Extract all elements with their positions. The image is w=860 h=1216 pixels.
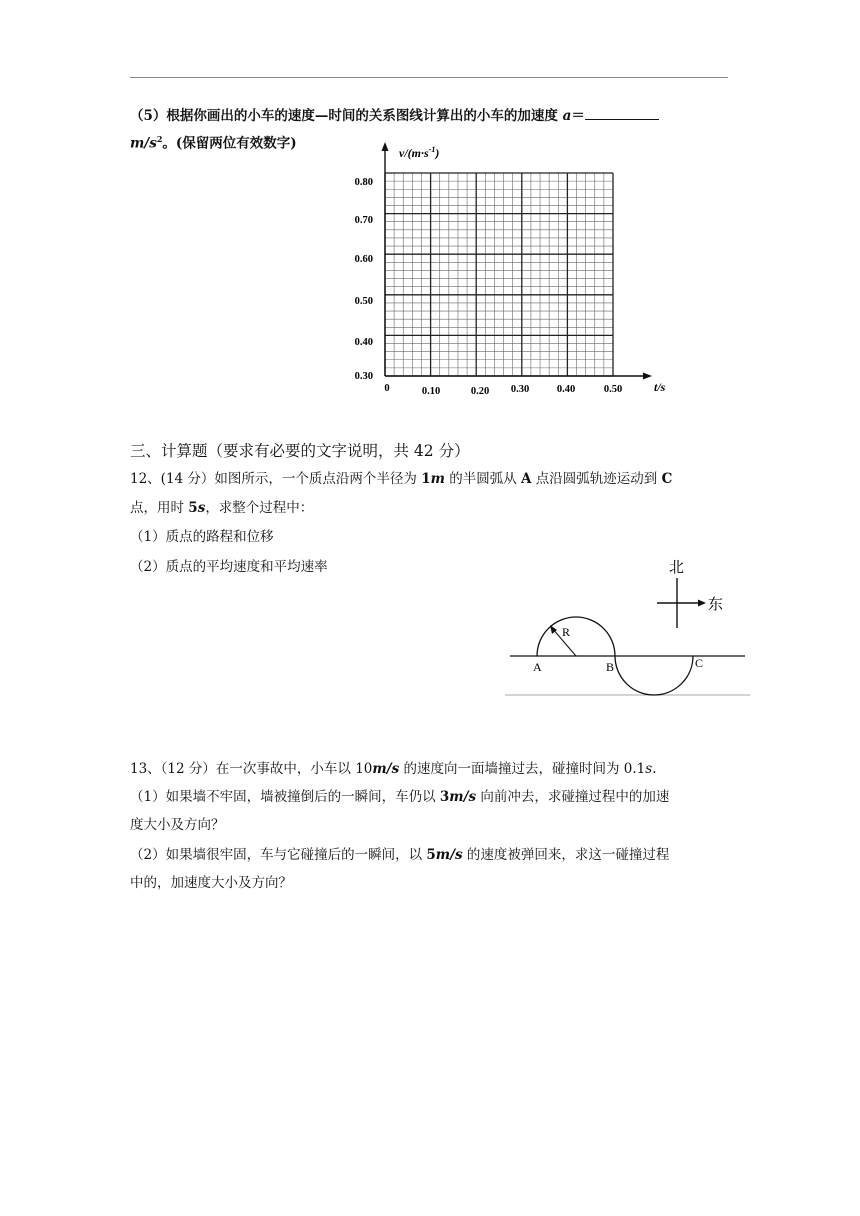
x-tick-label: 0.50 (603, 384, 623, 395)
x-tick-label: 0 (384, 383, 390, 394)
q13-sub2-line1: （2）如果墙很牢固，车与它碰撞后的一瞬间，以 5m/s 的速度被弹回来，求这一碰撞过程 (130, 847, 670, 863)
north-label: 北 (669, 560, 685, 576)
q13-sub2-line2: 中的，加速度大小及方向？ (130, 875, 292, 891)
point-c-label: C (695, 656, 704, 670)
accel-unit-exponent: 2 (156, 134, 163, 144)
lower-semicircle (615, 656, 693, 695)
answer-blank[interactable] (585, 107, 659, 120)
y-tick-labels (355, 177, 373, 382)
compass-east-arrow (698, 600, 706, 607)
radius-label: R (562, 625, 571, 639)
x-tick-label: 0.10 (421, 386, 441, 397)
y-axis-arrow (382, 142, 389, 151)
q13-line1: 13、（12 分）在一次事故中，小车以 10m/s 的速度向一面墙撞过去，碰撞时间为 0.1s. (130, 761, 657, 777)
q12-sub2: （2）质点的平均速度和平均速率 (130, 559, 328, 575)
y-tick-label: 0.60 (354, 254, 373, 265)
y-tick-label: 0.80 (354, 177, 373, 188)
point-b-label: B (606, 660, 615, 674)
y-tick-label: 0.40 (354, 337, 373, 348)
x-axis-label: t/s (654, 380, 666, 394)
x-tick-label: 0.40 (556, 384, 576, 395)
x-tick-label: 0.30 (510, 384, 530, 395)
q11-note: 。(保留两位有效数字) (162, 135, 297, 152)
y-tick-label: 0.30 (354, 371, 373, 382)
y-axis-label: $v/(m\cdot s^{-1})$ (399, 145, 440, 160)
accel-symbol: a (562, 108, 572, 124)
x-axis-arrow (643, 373, 652, 380)
upper-semicircle (537, 617, 615, 656)
vt-graph (330, 140, 675, 405)
q13-sub1-line1: （1）如果墙不牢固，墙被撞倒后的一瞬间，车仍以 3m/s 向前冲去，求碰撞过程中的加速 (130, 789, 670, 805)
x-tick-label: 0.20 (470, 386, 490, 397)
q12-line1: 12、(14 分）如图所示，一个质点沿两个半径为 1m 的半圆弧从 A 点沿圆弧轨迹运动到 C (130, 471, 673, 487)
q12-line2: 点，用时 5s，求整个过程中： (130, 500, 314, 516)
y-tick-label: 0.50 (354, 296, 373, 307)
q11-part5-line2 (130, 130, 297, 153)
q11-part5-line1 (130, 107, 659, 125)
q13-sub1-line2: 度大小及方向？ (130, 817, 225, 833)
grid-minor-lines (385, 173, 613, 376)
header-rule (130, 77, 728, 78)
accel-unit: m/s (130, 135, 157, 152)
semicircle-path-diagram (505, 550, 755, 700)
section3-title: 三、计算题（要求有必要的文字说明，共 42 分） (130, 442, 470, 460)
grid-major-lines (385, 173, 613, 376)
east-label: 东 (708, 597, 724, 613)
x-tick-labels (384, 383, 622, 397)
q12-sub1: （1）质点的路程和位移 (130, 529, 274, 545)
y-tick-label: 0.70 (354, 215, 373, 226)
q11-part5-prefix: （5）根据你画出的小车的速度—时间的关系图线计算出的小车的加速度 (130, 108, 563, 124)
equals-sign: ＝ (571, 108, 585, 124)
point-a-label: A (533, 660, 542, 674)
